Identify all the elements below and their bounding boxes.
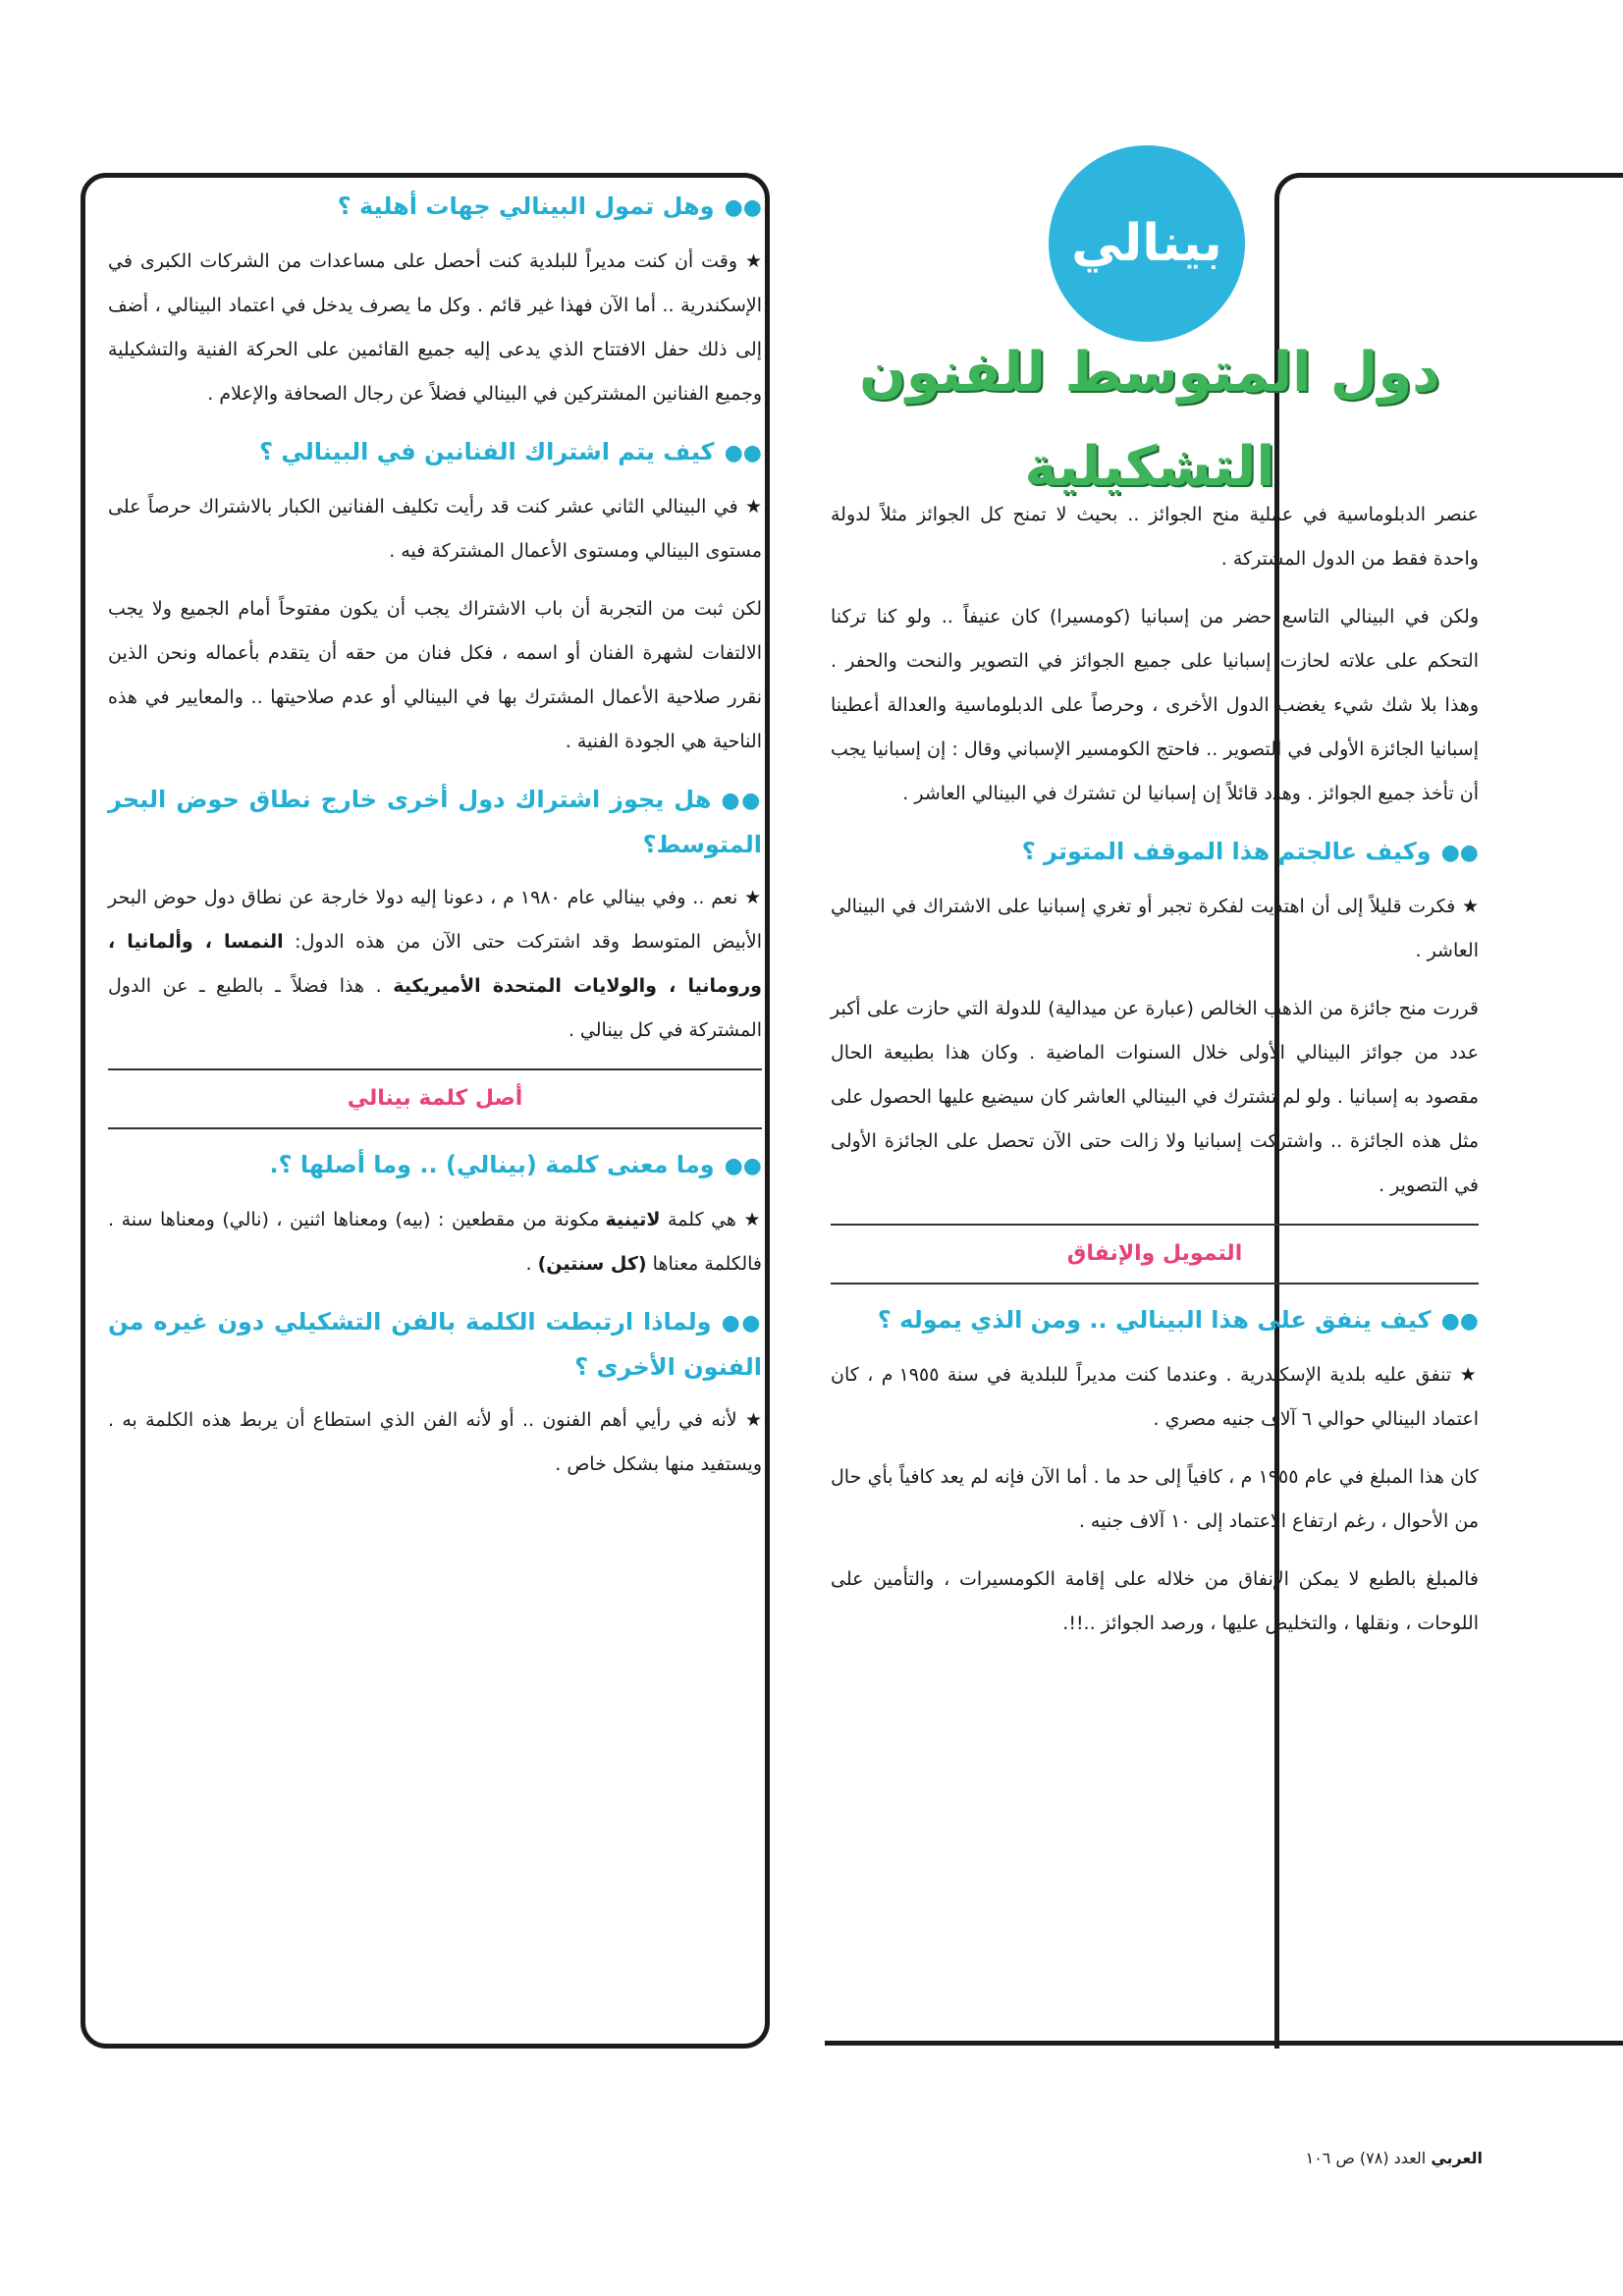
- biennale-logo: [1049, 145, 1245, 342]
- issue-page: العدد (٧٨) ص ١٠٦: [1305, 2149, 1427, 2167]
- answer-paragraph: لكن ثبت من التجربة أن باب الاشتراك يجب أن يكون مفتوحاً أمام الجميع ولا يجب الالتفات لشهرة الفنان أو اسمه ، فكل فنان من حقه أن يتقدم بأعماله ونحن الذين نقرر صلاحية الأعمال المشترك بها في البينالي أو عدم صلاحيتها .. والمعايير في هذه الناحية هي الجودة الفنية .: [108, 598, 762, 752]
- answer-paragraph: ★ نعم .. وفي بينالي عام ١٩٨٠ م ، دعونا إليه دولا خارجة عن نطاق دول حوض البحر الأبيض المتوسط وقد اشتركت حتى الآن من هذه الدول: النمسا ، وألمانيا ، ورومانيا ، والولايات المتحدة الأميريكية . هذا فضلاً ـ بالطبع ـ عن الدول المشتركة في كل بينالي .: [108, 887, 762, 1041]
- right-column: [831, 493, 1479, 1660]
- question-heading: ●●هل يجوز اشتراك دول أخرى خارج نطاق حوض البحر المتوسط؟: [108, 786, 762, 858]
- magazine-name: العربي: [1431, 2149, 1483, 2167]
- left-column: [108, 185, 762, 1501]
- answer-paragraph: فالمبلغ بالطبع لا يمكن الإنفاق من خلاله على إقامة الكومسيرات ، والتأمين على اللوحات ، ونقلها ، والتخليص عليها ، ورصد الجوائز ..!!.: [831, 1568, 1479, 1634]
- bullet-icon: ●●: [1440, 841, 1479, 865]
- answer-paragraph: ★ في البينالي الثاني عشر كنت قد رأيت تكليف الفنانين الكبار بالاشتراك حرصاً على مستوى البينالي ومستوى الأعمال المشتركة فيه .: [108, 496, 762, 562]
- page-footer: [1267, 2149, 1483, 2167]
- section-header: التمويل والإنفاق: [831, 1224, 1479, 1285]
- bullet-icon: ●●: [724, 195, 762, 220]
- bullet-icon: ●●: [1440, 1309, 1479, 1334]
- bullet-icon: ●●: [724, 441, 762, 465]
- section-header: أصل كلمة بينالي: [108, 1068, 762, 1129]
- bullet-icon: ●●: [721, 1311, 762, 1336]
- question-heading: ●●ولماذا ارتبطت الكلمة بالفن التشكيلي دون غيره من الفنون الأخرى ؟: [108, 1308, 762, 1381]
- answer-paragraph: كان هذا المبلغ في عام ١٩٥٥ م ، كافياً إلى حد ما . أما الآن فإنه لم يعد كافياً بأي حال من الأحوال ، رغم ارتفاع الاعتماد إلى ١٠ آلاف جنيه .: [831, 1466, 1479, 1532]
- answer-paragraph: ★ تنفق عليه بلدية الإسكندرية . وعندما كنت مديراً للبلدية في سنة ١٩٥٥ م ، كان اعتماد البينالي حوالي ٦ آلاف جنيه مصري .: [831, 1364, 1479, 1430]
- bullet-icon: ●●: [721, 789, 762, 813]
- answer-paragraph: قررت منح جائزة من الذهب الخالص (عبارة عن ميدالية) للدولة التي حازت على أكبر عدد من جوائز البينالي الأولى خلال السنوات الماضية . وكان هذا بطبيعة الحال مقصود به إسبانيا . ولو لم تشترك في البينالي العاشر كان سيضيع عليها الحصول على مثل هذه الجائزة .. واشتركت إسبانيا ولا زالت حتى الآن تحصل على الجائزة الأولى في التصوير .: [831, 998, 1479, 1196]
- answer-paragraph: ★ لأنه في رأيي أهم الفنون .. أو لأنه الفن الذي استطاع أن يربط هذه الكلمة به . ويستفيد منها بشكل خاص .: [108, 1409, 762, 1475]
- body-paragraph: عنصر الدبلوماسية في عملية منح الجوائز .. بحيث لا تمنح كل الجوائز مثلاً لدولة واحدة فقط من الدول المشتركة .: [831, 504, 1479, 570]
- bullet-icon: ●●: [724, 1154, 762, 1178]
- answer-paragraph: ★ فكرت قليلاً إلى أن اهتديت لفكرة تجبر أو تغري إسبانيا على الاشتراك في البينالي العاشر .: [831, 896, 1479, 961]
- question-heading: ●●وما معنى كلمة (بينالي) .. وما أصلها ؟.: [269, 1151, 762, 1178]
- body-paragraph: ولكن في البينالي التاسع حضر من إسبانيا (كومسيرا) كان عنيفاً .. ولو كنا تركنا التحكم على علاته لحازت إسبانيا على جميع الجوائز في التصوير والنحت والحفر . وهذا بلا شك شيء يغضب الدول الأخرى ، وحرصاً على الدبلوماسية والعدالة أعطينا إسبانيا الجائزة الأولى في التصوير .. فاحتج الكومسير الإسباني وقال : إن إسبانيا يجب أن تأخذ جميع الجوائز . وهدد قائلاً إن إسبانيا لن تشترك في البينالي العاشر .: [831, 606, 1479, 804]
- question-heading: ●●كيف يتم اشتراك الفنانين في البينالي ؟: [259, 438, 762, 465]
- logo-text: بينالي: [1071, 214, 1222, 273]
- question-heading: ●●وكيف عالجتم هذا الموقف المتوتر ؟: [1021, 838, 1479, 865]
- answer-paragraph: ★ هي كلمة لاتينية مكونة من مقطعين : (بيه) ومعناها اثنين ، (نالي) ومعناها سنة . فالكلمة معناها (كل سنتين) .: [108, 1209, 763, 1275]
- answer-paragraph: ★ وقت أن كنت مديراً للبلدية كنت أحصل على مساعدات من الشركات الكبرى في الإسكندرية .. أما الآن فهذا غير قائم . وكل ما يصرف يدخل في اعتماد البينالي ، أضف إلى ذلك حفل الافتتاح الذي يدعى إليه جميع القائمين على الحركة الفنية والتشكيلية وجميع الفنانين المشتركين في البينالي فضلاً عن رجال الصحافة والإعلام .: [108, 250, 762, 405]
- question-heading: ●●كيف ينفق على هذا البينالي .. ومن الذي يموله ؟: [877, 1306, 1479, 1334]
- title-subtitle: دول المتوسط للفنون التشكيلية: [859, 341, 1440, 499]
- question-heading: ●●وهل تمول البينالي جهات أهلية ؟: [337, 192, 762, 220]
- bottom-rule: [825, 2041, 1623, 2046]
